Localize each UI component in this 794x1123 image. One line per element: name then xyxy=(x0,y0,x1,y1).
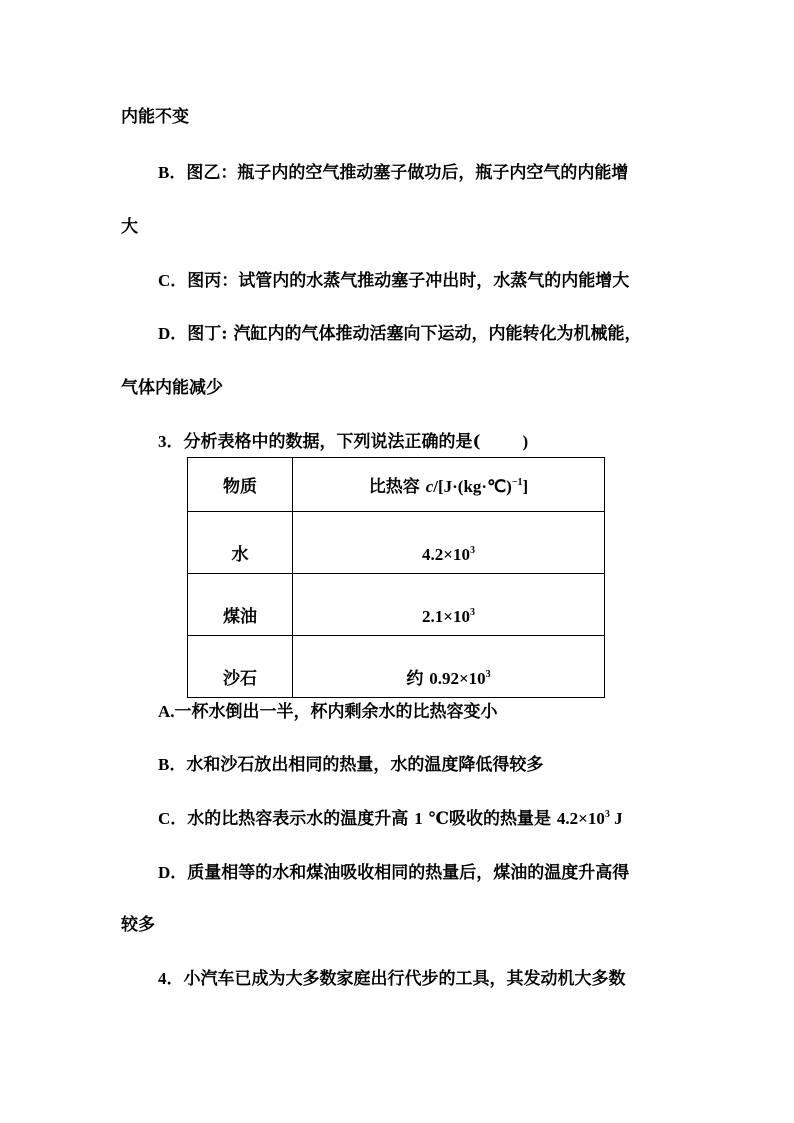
option-label: A. xyxy=(158,702,175,721)
option-a xyxy=(158,701,498,723)
header-bracket: ] xyxy=(522,477,529,496)
option-label: B． xyxy=(158,163,187,182)
option-exponent: 3 xyxy=(604,809,610,820)
table-header-row xyxy=(188,458,605,512)
text-line xyxy=(121,216,138,238)
option-text: 水的比热容表示水的温度升高 xyxy=(187,809,415,829)
option-text: ℃吸收的热量是 xyxy=(422,809,557,829)
question-number: 4． xyxy=(158,969,184,988)
text-line xyxy=(121,106,189,128)
cell-prefix: 约 xyxy=(406,669,430,689)
cell-value xyxy=(293,574,605,636)
text-line xyxy=(121,914,155,936)
option-c xyxy=(158,808,623,830)
option-d xyxy=(158,862,629,884)
cell-value xyxy=(293,512,605,574)
option-b xyxy=(158,754,543,776)
text-line xyxy=(121,377,223,399)
option-label: C． xyxy=(158,809,188,828)
header-text: 比热容 xyxy=(368,477,426,497)
cell-number: 2.1×10 xyxy=(422,607,470,626)
header-exponent: −1 xyxy=(511,477,523,488)
cell-substance xyxy=(188,512,293,574)
cell-text: 煤油 xyxy=(223,607,257,627)
cell-exponent: 3 xyxy=(469,545,475,556)
header-specific-heat xyxy=(293,458,605,512)
text: 较多 xyxy=(121,915,155,935)
question-number: 3． xyxy=(158,432,184,451)
table-row xyxy=(188,574,605,636)
option-number: 4.2×10 xyxy=(556,809,605,828)
cell-number: 0.92×10 xyxy=(429,669,486,688)
option-text: 质量相等的水和煤油吸收相同的热量后，煤油的温度升高得 xyxy=(187,863,630,883)
text: 内能不变 xyxy=(121,107,189,127)
specific-heat-table xyxy=(187,457,605,698)
option-text: 一杯水倒出一半，杯内剩余水的比热容变小 xyxy=(174,702,498,722)
question-3 xyxy=(158,431,528,453)
cell-value xyxy=(293,636,605,698)
header-unit: /[J·(kg·℃) xyxy=(433,477,512,496)
cell-number: 4.2×10 xyxy=(422,545,470,564)
option-label: C． xyxy=(158,271,188,290)
header-text: 物质 xyxy=(223,477,257,497)
cell-exponent: 3 xyxy=(469,607,475,618)
cell-text: 沙石 xyxy=(223,669,257,689)
answer-paren: ) xyxy=(522,432,529,451)
header-symbol: c xyxy=(425,477,434,496)
table-row xyxy=(188,636,605,698)
text: 气体内能减少 xyxy=(121,378,223,398)
option-number: 1 xyxy=(414,809,423,828)
cell-substance xyxy=(188,574,293,636)
question-text: 小汽车已成为大多数家庭出行代步的工具，其发动机大多数 xyxy=(183,969,626,989)
question-4 xyxy=(158,968,626,990)
header-substance xyxy=(188,458,293,512)
option-text: 图乙：瓶子内的空气推动塞子做功后，瓶子内空气的内能增 xyxy=(186,163,629,183)
cell-text: 水 xyxy=(231,545,249,565)
option-text: 图丙：试管内的水蒸气推动塞子冲出时，水蒸气的内能增大 xyxy=(187,271,630,291)
option-c-line xyxy=(158,270,629,292)
option-text: 水和沙石放出相同的热量，水的温度降低得较多 xyxy=(186,755,544,775)
option-label: D． xyxy=(158,324,188,343)
table-row xyxy=(188,512,605,574)
text: 大 xyxy=(121,217,138,237)
question-text: 分析表格中的数据，下列说法正确的是( xyxy=(183,432,481,452)
option-text: 图丁: 汽缸内的气体推动活塞向下运动，内能转化为机械能， xyxy=(187,324,642,344)
option-d-line xyxy=(158,323,641,345)
option-label: B． xyxy=(158,755,187,774)
option-b-line xyxy=(158,162,628,184)
cell-substance xyxy=(188,636,293,698)
option-unit: J xyxy=(609,809,623,828)
option-label: D． xyxy=(158,863,188,882)
cell-exponent: 3 xyxy=(485,669,491,680)
